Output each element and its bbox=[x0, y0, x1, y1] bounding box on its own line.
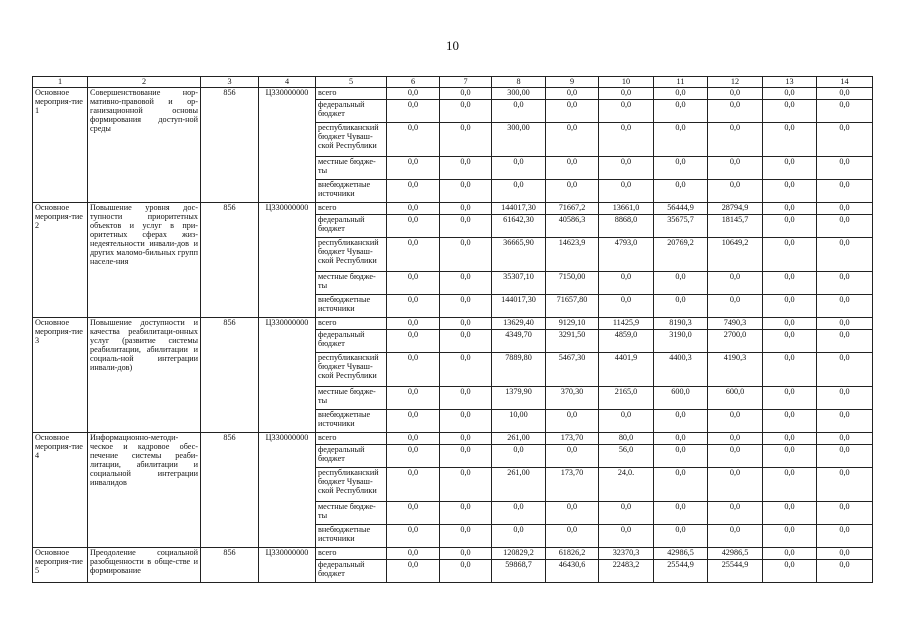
funding-source: местные бюдже-ты bbox=[316, 157, 387, 180]
value-cell: 0,0 bbox=[763, 387, 817, 410]
grbs-code: 856 bbox=[201, 433, 259, 548]
value-cell: 0,0 bbox=[817, 180, 873, 203]
value-cell: 3291,50 bbox=[546, 330, 599, 353]
column-header: 4 bbox=[259, 77, 316, 88]
event-label: Основное мероприя-тие 5 bbox=[33, 548, 88, 583]
funding-source: республиканский бюджет Чуваш-ской Республики bbox=[316, 238, 387, 272]
value-cell: 370,30 bbox=[546, 387, 599, 410]
value-cell: 0,0 bbox=[763, 123, 817, 157]
value-cell: 0,0 bbox=[492, 100, 546, 123]
value-cell: 0,0 bbox=[387, 157, 440, 180]
value-cell: 0,0 bbox=[546, 525, 599, 548]
value-cell: 0,0 bbox=[763, 100, 817, 123]
column-header: 14 bbox=[817, 77, 873, 88]
value-cell: 11425,9 bbox=[599, 318, 654, 330]
value-cell: 7150,00 bbox=[546, 272, 599, 295]
value-cell: 42986,5 bbox=[708, 548, 763, 560]
value-cell: 0,0 bbox=[599, 295, 654, 318]
value-cell: 14623,9 bbox=[546, 238, 599, 272]
value-cell: 0,0 bbox=[387, 502, 440, 525]
value-cell: 0,0 bbox=[387, 560, 440, 583]
value-cell: 0,0 bbox=[546, 445, 599, 468]
value-cell: 0,0 bbox=[708, 502, 763, 525]
value-cell: 0,0 bbox=[654, 433, 708, 445]
value-cell: 40586,3 bbox=[546, 215, 599, 238]
value-cell: 0,0 bbox=[387, 353, 440, 387]
value-cell: 0,0 bbox=[763, 272, 817, 295]
value-cell: 28794,9 bbox=[708, 203, 763, 215]
table-row bbox=[33, 88, 873, 100]
value-cell: 4793,0 bbox=[599, 238, 654, 272]
value-cell: 0,0 bbox=[708, 272, 763, 295]
value-cell: 144017,30 bbox=[492, 295, 546, 318]
value-cell: 0,0 bbox=[387, 445, 440, 468]
value-cell: 0,0 bbox=[387, 525, 440, 548]
funding-source: всего bbox=[316, 318, 387, 330]
value-cell: 0,0 bbox=[387, 215, 440, 238]
value-cell: 0,0 bbox=[440, 203, 492, 215]
value-cell: 0,0 bbox=[817, 238, 873, 272]
funding-source: федеральный бюджет bbox=[316, 445, 387, 468]
funding-source: федеральный бюджет bbox=[316, 100, 387, 123]
value-cell: 80,0 bbox=[599, 433, 654, 445]
value-cell: 600,0 bbox=[654, 387, 708, 410]
value-cell: 0,0 bbox=[654, 410, 708, 433]
value-cell: 0,0 bbox=[817, 215, 873, 238]
value-cell: 0,0 bbox=[387, 387, 440, 410]
column-header: 7 bbox=[440, 77, 492, 88]
value-cell: 0,0 bbox=[763, 318, 817, 330]
value-cell: 10,00 bbox=[492, 410, 546, 433]
value-cell: 0,0 bbox=[708, 180, 763, 203]
column-header: 6 bbox=[387, 77, 440, 88]
table-row bbox=[33, 548, 873, 560]
value-cell: 0,0 bbox=[440, 548, 492, 560]
value-cell: 13661,0 bbox=[599, 203, 654, 215]
value-cell: 0,0 bbox=[708, 157, 763, 180]
funding-source: всего bbox=[316, 203, 387, 215]
value-cell: 0,0 bbox=[492, 180, 546, 203]
value-cell: 0,0 bbox=[387, 88, 440, 100]
value-cell: 0,0 bbox=[654, 100, 708, 123]
value-cell: 0,0 bbox=[440, 502, 492, 525]
value-cell: 0,0 bbox=[387, 330, 440, 353]
value-cell: 0,0 bbox=[708, 88, 763, 100]
csr-code: Ц330000000 bbox=[259, 548, 316, 583]
value-cell: 5467,30 bbox=[546, 353, 599, 387]
value-cell: 0,0 bbox=[599, 88, 654, 100]
value-cell: 0,0 bbox=[440, 330, 492, 353]
value-cell: 0,0 bbox=[817, 330, 873, 353]
csr-code: Ц330000000 bbox=[259, 433, 316, 548]
value-cell: 0,0 bbox=[387, 433, 440, 445]
value-cell: 0,0 bbox=[599, 410, 654, 433]
column-header: 13 bbox=[763, 77, 817, 88]
column-header: 1 bbox=[33, 77, 88, 88]
value-cell: 300,00 bbox=[492, 123, 546, 157]
value-cell: 0,0 bbox=[817, 560, 873, 583]
value-cell: 9129,10 bbox=[546, 318, 599, 330]
column-header: 8 bbox=[492, 77, 546, 88]
value-cell: 46430,6 bbox=[546, 560, 599, 583]
value-cell: 0,0 bbox=[440, 88, 492, 100]
csr-code: Ц330000000 bbox=[259, 318, 316, 433]
value-cell: 0,0 bbox=[654, 295, 708, 318]
event-name: Повышение доступности и качества реабилитаци-онных услуг (развитие системы реабилитации, абилитации и социаль-ной интеграции инвали-дов) bbox=[88, 318, 201, 433]
value-cell: 0,0 bbox=[817, 410, 873, 433]
value-cell: 25544,9 bbox=[708, 560, 763, 583]
event-label: Основное мероприя-тие 4 bbox=[33, 433, 88, 548]
value-cell: 0,0 bbox=[546, 410, 599, 433]
table-body bbox=[33, 88, 873, 583]
value-cell: 0,0 bbox=[546, 502, 599, 525]
value-cell: 71657,80 bbox=[546, 295, 599, 318]
column-header: 2 bbox=[88, 77, 201, 88]
value-cell: 0,0 bbox=[654, 123, 708, 157]
funding-source: республиканский бюджет Чуваш-ской Республики bbox=[316, 468, 387, 502]
value-cell: 0,0 bbox=[654, 157, 708, 180]
value-cell: 35307,10 bbox=[492, 272, 546, 295]
value-cell: 0,0 bbox=[440, 353, 492, 387]
value-cell: 0,0 bbox=[440, 100, 492, 123]
value-cell: 0,0 bbox=[387, 100, 440, 123]
value-cell: 61826,2 bbox=[546, 548, 599, 560]
value-cell: 7889,80 bbox=[492, 353, 546, 387]
event-label: Основное мероприя-тие 3 bbox=[33, 318, 88, 433]
value-cell: 0,0 bbox=[440, 318, 492, 330]
column-header: 11 bbox=[654, 77, 708, 88]
value-cell: 0,0 bbox=[387, 468, 440, 502]
funding-source: республиканский бюджет Чуваш-ской Республики bbox=[316, 353, 387, 387]
funding-source: федеральный бюджет bbox=[316, 215, 387, 238]
value-cell: 0,0 bbox=[708, 100, 763, 123]
value-cell: 0,0 bbox=[599, 502, 654, 525]
value-cell: 0,0 bbox=[817, 203, 873, 215]
value-cell: 0,0 bbox=[708, 525, 763, 548]
value-cell: 0,0 bbox=[763, 548, 817, 560]
value-cell: 120829,2 bbox=[492, 548, 546, 560]
value-cell: 24,0. bbox=[599, 468, 654, 502]
value-cell: 42986,5 bbox=[654, 548, 708, 560]
value-cell: 0,0 bbox=[387, 295, 440, 318]
event-label: Основное мероприя-тие 1 bbox=[33, 88, 88, 203]
value-cell: 0,0 bbox=[492, 502, 546, 525]
funding-source: федеральный бюджет bbox=[316, 330, 387, 353]
grbs-code: 856 bbox=[201, 203, 259, 318]
value-cell: 0,0 bbox=[817, 353, 873, 387]
value-cell: 13629,40 bbox=[492, 318, 546, 330]
table-row bbox=[33, 318, 873, 330]
value-cell: 0,0 bbox=[387, 123, 440, 157]
value-cell: 0,0 bbox=[817, 272, 873, 295]
csr-code: Ц330000000 bbox=[259, 88, 316, 203]
value-cell: 0,0 bbox=[654, 88, 708, 100]
value-cell: 0,0 bbox=[817, 468, 873, 502]
value-cell: 0,0 bbox=[440, 295, 492, 318]
value-cell: 0,0 bbox=[817, 157, 873, 180]
value-cell: 4349,70 bbox=[492, 330, 546, 353]
funding-source: внебюджетные источники bbox=[316, 525, 387, 548]
value-cell: 0,0 bbox=[546, 157, 599, 180]
value-cell: 0,0 bbox=[546, 123, 599, 157]
grbs-code: 856 bbox=[201, 548, 259, 583]
value-cell: 35675,7 bbox=[654, 215, 708, 238]
funding-source: внебюджетные источники bbox=[316, 410, 387, 433]
value-cell: 0,0 bbox=[763, 353, 817, 387]
value-cell: 0,0 bbox=[763, 525, 817, 548]
value-cell: 0,0 bbox=[817, 502, 873, 525]
value-cell: 4401,9 bbox=[599, 353, 654, 387]
value-cell: 8190,3 bbox=[654, 318, 708, 330]
value-cell: 0,0 bbox=[817, 318, 873, 330]
value-cell: 0,0 bbox=[599, 157, 654, 180]
value-cell: 0,0 bbox=[708, 468, 763, 502]
value-cell: 0,0 bbox=[546, 100, 599, 123]
value-cell: 18145,7 bbox=[708, 215, 763, 238]
value-cell: 0,0 bbox=[387, 238, 440, 272]
value-cell: 22483,2 bbox=[599, 560, 654, 583]
value-cell: 0,0 bbox=[763, 560, 817, 583]
value-cell: 0,0 bbox=[763, 330, 817, 353]
grbs-code: 856 bbox=[201, 318, 259, 433]
page-number: 10 bbox=[446, 38, 459, 53]
value-cell: 4190,3 bbox=[708, 353, 763, 387]
value-cell: 0,0 bbox=[387, 410, 440, 433]
value-cell: 0,0 bbox=[492, 525, 546, 548]
grbs-code: 856 bbox=[201, 88, 259, 203]
table-row bbox=[33, 433, 873, 445]
value-cell: 36665,90 bbox=[492, 238, 546, 272]
column-header: 5 bbox=[316, 77, 387, 88]
value-cell: 0,0 bbox=[763, 502, 817, 525]
table-row bbox=[33, 203, 873, 215]
budget-table bbox=[32, 76, 873, 583]
value-cell: 0,0 bbox=[763, 157, 817, 180]
funding-source: республиканский бюджет Чуваш-ской Республики bbox=[316, 123, 387, 157]
value-cell: 4400,3 bbox=[654, 353, 708, 387]
value-cell: 1379,90 bbox=[492, 387, 546, 410]
value-cell: 2700,0 bbox=[708, 330, 763, 353]
value-cell: 3190,0 bbox=[654, 330, 708, 353]
value-cell: 0,0 bbox=[546, 88, 599, 100]
value-cell: 0,0 bbox=[817, 445, 873, 468]
value-cell: 0,0 bbox=[763, 215, 817, 238]
funding-source: внебюджетные источники bbox=[316, 295, 387, 318]
value-cell: 59868,7 bbox=[492, 560, 546, 583]
column-header: 9 bbox=[546, 77, 599, 88]
event-name: Совершенствование нор-мативно-правовой и ор-ганизационной основы формирования доступ-ной среды bbox=[88, 88, 201, 203]
value-cell: 0,0 bbox=[440, 123, 492, 157]
funding-source: федеральный бюджет bbox=[316, 560, 387, 583]
value-cell: 0,0 bbox=[440, 468, 492, 502]
value-cell: 0,0 bbox=[440, 387, 492, 410]
value-cell: 2165,0 bbox=[599, 387, 654, 410]
funding-source: всего bbox=[316, 433, 387, 445]
value-cell: 0,0 bbox=[654, 502, 708, 525]
value-cell: 300,00 bbox=[492, 88, 546, 100]
value-cell: 8868,0 bbox=[599, 215, 654, 238]
value-cell: 0,0 bbox=[763, 295, 817, 318]
value-cell: 0,0 bbox=[763, 445, 817, 468]
value-cell: 4859,0 bbox=[599, 330, 654, 353]
value-cell: 0,0 bbox=[387, 318, 440, 330]
value-cell: 0,0 bbox=[599, 100, 654, 123]
value-cell: 0,0 bbox=[654, 180, 708, 203]
value-cell: 0,0 bbox=[708, 410, 763, 433]
funding-source: местные бюдже-ты bbox=[316, 272, 387, 295]
funding-source: местные бюдже-ты bbox=[316, 387, 387, 410]
column-header: 10 bbox=[599, 77, 654, 88]
value-cell: 0,0 bbox=[492, 445, 546, 468]
value-cell: 0,0 bbox=[763, 410, 817, 433]
funding-source: внебюджетные источники bbox=[316, 180, 387, 203]
value-cell: 0,0 bbox=[654, 272, 708, 295]
value-cell: 0,0 bbox=[817, 295, 873, 318]
value-cell: 56,0 bbox=[599, 445, 654, 468]
column-header: 12 bbox=[708, 77, 763, 88]
value-cell: 0,0 bbox=[763, 203, 817, 215]
event-label: Основное мероприя-тие 2 bbox=[33, 203, 88, 318]
event-name: Преодоление социальной разобщенности в обще-стве и формирование bbox=[88, 548, 201, 583]
value-cell: 0,0 bbox=[387, 548, 440, 560]
value-cell: 0,0 bbox=[654, 525, 708, 548]
value-cell: 173,70 bbox=[546, 433, 599, 445]
value-cell: 0,0 bbox=[817, 88, 873, 100]
value-cell: 0,0 bbox=[440, 445, 492, 468]
value-cell: 56444,9 bbox=[654, 203, 708, 215]
value-cell: 0,0 bbox=[387, 180, 440, 203]
value-cell: 0,0 bbox=[599, 123, 654, 157]
value-cell: 0,0 bbox=[599, 180, 654, 203]
value-cell: 0,0 bbox=[817, 387, 873, 410]
value-cell: 0,0 bbox=[440, 272, 492, 295]
value-cell: 0,0 bbox=[492, 157, 546, 180]
value-cell: 0,0 bbox=[440, 238, 492, 272]
value-cell: 0,0 bbox=[817, 123, 873, 157]
value-cell: 0,0 bbox=[654, 445, 708, 468]
value-cell: 32370,3 bbox=[599, 548, 654, 560]
value-cell: 0,0 bbox=[387, 203, 440, 215]
value-cell: 7490,3 bbox=[708, 318, 763, 330]
funding-source: всего bbox=[316, 88, 387, 100]
value-cell: 0,0 bbox=[708, 445, 763, 468]
value-cell: 61642,30 bbox=[492, 215, 546, 238]
value-cell: 0,0 bbox=[763, 238, 817, 272]
value-cell: 0,0 bbox=[387, 272, 440, 295]
value-cell: 0,0 bbox=[440, 215, 492, 238]
value-cell: 0,0 bbox=[763, 433, 817, 445]
value-cell: 71667,2 bbox=[546, 203, 599, 215]
funding-source: всего bbox=[316, 548, 387, 560]
value-cell: 0,0 bbox=[440, 560, 492, 583]
value-cell: 0,0 bbox=[763, 88, 817, 100]
value-cell: 0,0 bbox=[654, 468, 708, 502]
value-cell: 144017,30 bbox=[492, 203, 546, 215]
value-cell: 0,0 bbox=[817, 100, 873, 123]
value-cell: 173,70 bbox=[546, 468, 599, 502]
event-name: Повышение уровня дос-тупности приоритетных объектов и услуг в при-оритетных сферах жиз-недеятельности инвали-дов и других маломо-бильных групп населе-ния bbox=[88, 203, 201, 318]
value-cell: 0,0 bbox=[763, 468, 817, 502]
csr-code: Ц330000000 bbox=[259, 203, 316, 318]
value-cell: 0,0 bbox=[817, 548, 873, 560]
column-header: 3 bbox=[201, 77, 259, 88]
value-cell: 0,0 bbox=[546, 180, 599, 203]
value-cell: 0,0 bbox=[708, 123, 763, 157]
value-cell: 261,00 bbox=[492, 433, 546, 445]
value-cell: 0,0 bbox=[599, 272, 654, 295]
value-cell: 600,0 bbox=[708, 387, 763, 410]
event-name: Информационно-методи-ческое и кадровое обес-печение системы реаби-литации, абилитации и социальной интеграции инвалидов bbox=[88, 433, 201, 548]
value-cell: 0,0 bbox=[708, 433, 763, 445]
value-cell: 0,0 bbox=[440, 525, 492, 548]
value-cell: 0,0 bbox=[440, 433, 492, 445]
value-cell: 0,0 bbox=[440, 157, 492, 180]
value-cell: 25544,9 bbox=[654, 560, 708, 583]
value-cell: 261,00 bbox=[492, 468, 546, 502]
value-cell: 0,0 bbox=[599, 525, 654, 548]
value-cell: 20769,2 bbox=[654, 238, 708, 272]
value-cell: 0,0 bbox=[440, 180, 492, 203]
header-row bbox=[33, 77, 873, 88]
value-cell: 10649,2 bbox=[708, 238, 763, 272]
value-cell: 0,0 bbox=[817, 433, 873, 445]
value-cell: 0,0 bbox=[708, 295, 763, 318]
value-cell: 0,0 bbox=[817, 525, 873, 548]
value-cell: 0,0 bbox=[440, 410, 492, 433]
funding-source: местные бюдже-ты bbox=[316, 502, 387, 525]
value-cell: 0,0 bbox=[763, 180, 817, 203]
